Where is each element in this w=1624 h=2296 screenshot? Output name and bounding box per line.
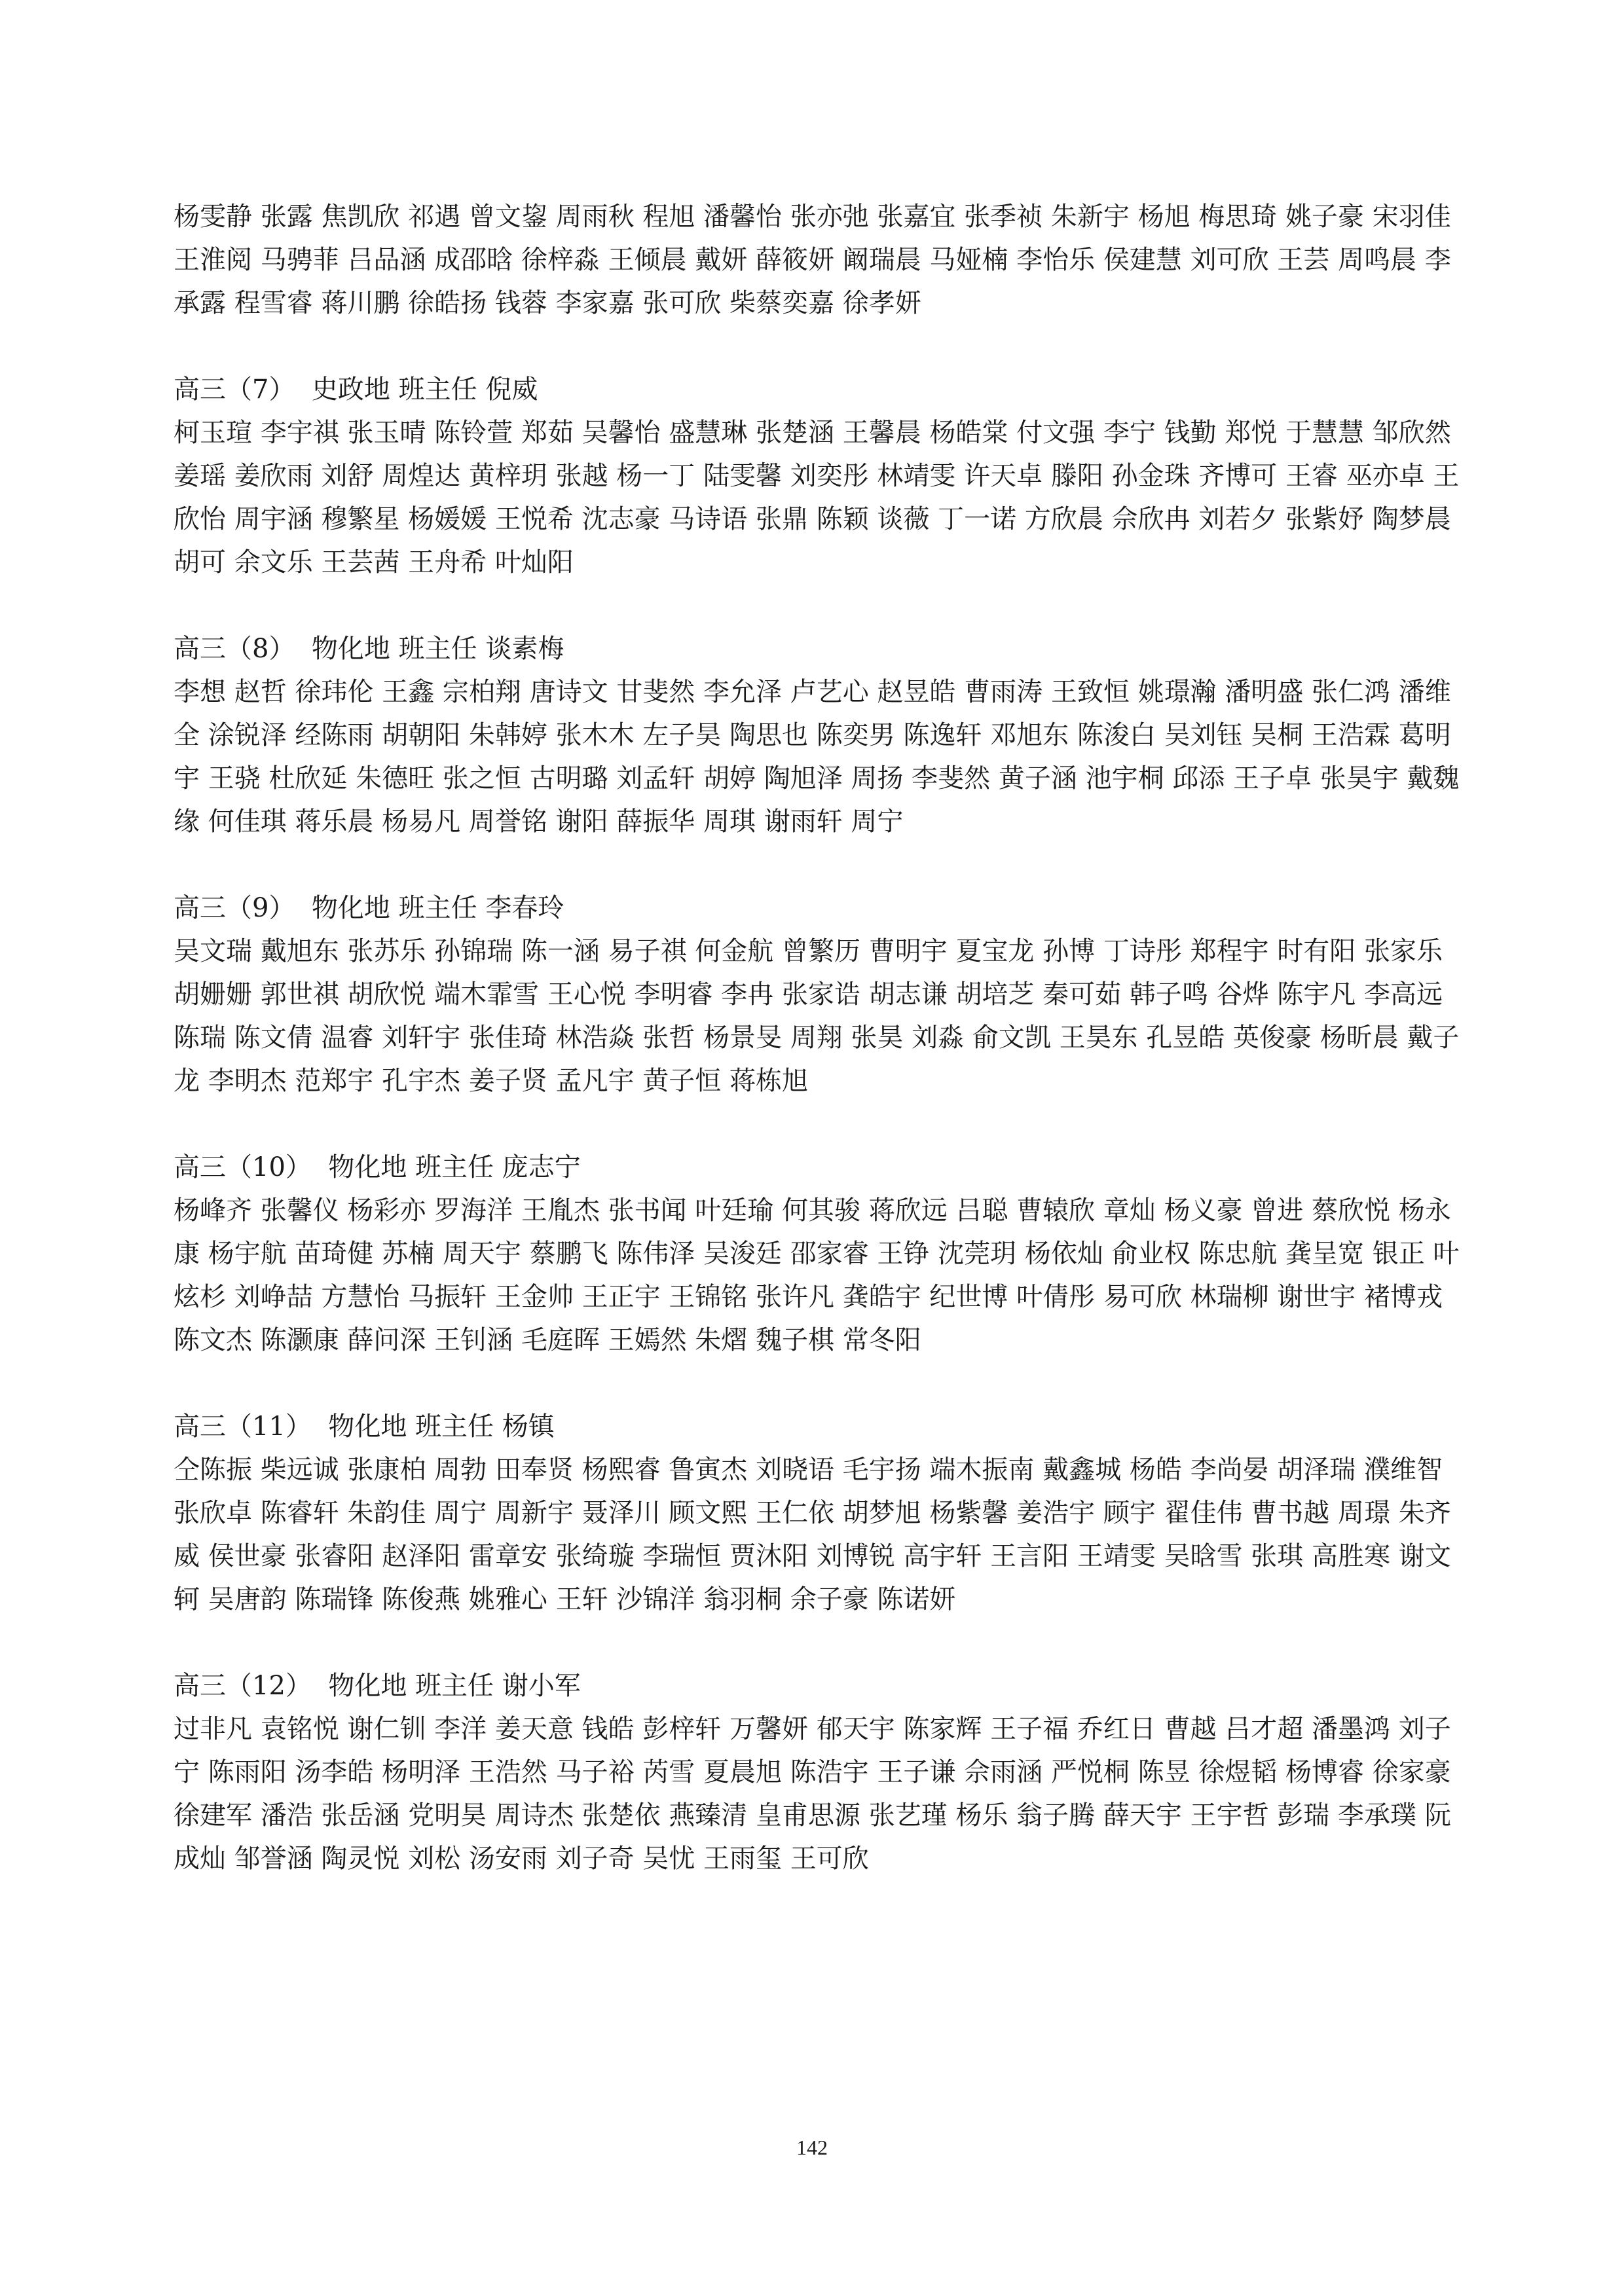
- class-subjects: 物化地: [328, 1412, 407, 1442]
- teacher-name: 杨镇: [502, 1412, 555, 1442]
- class-name: 高三（10）: [174, 1152, 312, 1182]
- teacher-label: 班主任: [398, 893, 477, 923]
- student-name-list: 柯玉瑄 李宇祺 张玉晴 陈铃萱 郑茹 吴馨怡 盛慧琳 张楚涵 王馨晨 杨皓棠 付文强 李宁 钱勤 郑悦 于慧慧 邹欣然 姜瑶 姜欣雨 刘舒 周煌达 黄梓玥 张越 杨一丁 陆雯馨 刘奕彤 林靖雯 许天卓 滕阳 孙金珠 齐博可 王睿 巫亦卓 王欣怡 周宇涵 穆繁星 杨媛媛 王悦希 沈志豪 马诗语 张鼎 陈颖 谈薇 丁一诺 方欣晨 佘欣冉 刘若夕 张紫妤 陶梦晨 胡可 余文乐 王芸茜 王舟希 叶灿阳: [174, 418, 1460, 577]
- class-subjects: 物化地: [328, 1152, 407, 1182]
- continued-name-list: 杨雯静 张露 焦凯欣 祁遇 曾文鋆 周雨秋 程旭 潘馨怡 张亦弛 张嘉宜 张季祯 朱新宇 杨旭 梅思琦 姚子豪 宋羽佳 王淮阅 马骋菲 吕品涵 成邵晗 徐梓淼 王倾晨 戴妍 薛筱妍 阚瑞晨 马娅楠 李怡乐 侯建慧 刘可欣 王芸 周鸣晨 李承露 程雪睿 蒋川鹏 徐皓扬 钱蓉 李家嘉 张可欣 柴蔡奕嘉 徐孝妍: [174, 202, 1451, 318]
- class-name: 高三（9）: [174, 893, 295, 923]
- class-block-10: [174, 1146, 1467, 1362]
- class-block-9: [174, 886, 1467, 1102]
- class-name: 高三（11）: [174, 1412, 312, 1442]
- class-subjects: 物化地: [311, 634, 390, 664]
- class-header: [174, 1146, 1467, 1189]
- teacher-label: 班主任: [415, 1152, 494, 1182]
- teacher-label: 班主任: [398, 374, 477, 405]
- teacher-label: 班主任: [398, 634, 477, 664]
- student-name-list: 过非凡 袁铭悦 谢仁钏 李洋 姜天意 钱皓 彭梓轩 万馨妍 郁天宇 陈家辉 王子福 乔红日 曹越 吕才超 潘墨鸿 刘子宁 陈雨阳 汤李皓 杨明泽 王浩然 马子裕 芮雪 夏晨旭 陈浩宇 王子谦 佘雨涵 严悦桐 陈昱 徐煜韬 杨博睿 徐家豪 徐建军 潘浩 张岳涵 党明昊 周诗杰 张楚依 燕臻清 皇甫思源 张艺瑾 杨乐 翁子腾 薛天宇 王宇哲 彭瑞 李承璞 阮成灿 邹誉涵 陶灵悦 刘松 汤安雨 刘子奇 吴忧 王雨玺 王可欣: [174, 1714, 1451, 1874]
- class-name: 高三（7）: [174, 374, 295, 405]
- class-header: [174, 1405, 1467, 1448]
- student-name-list: 吴文瑞 戴旭东 张苏乐 孙锦瑞 陈一涵 易子祺 何金航 曾繁历 曹明宇 夏宝龙 孙博 丁诗彤 郑程宇 时有阳 张家乐 胡姗姗 郭世祺 胡欣悦 端木霏雪 王心悦 李明睿 李冉 张家诰 胡志谦 胡培芝 秦可茹 韩子鸣 谷烨 陈宇凡 李高远 陈瑞 陈文倩 温睿 刘轩宇 张佳琦 林浩焱 张哲 杨景旻 周翔 张昊 刘淼 俞文凯 王昊东 孔昱皓 英俊豪 杨昕晨 戴子龙 李明杰 范郑宇 孔宇杰 姜子贤 孟凡宇 黄子恒 蒋栋旭: [174, 936, 1460, 1096]
- class-header: [174, 886, 1467, 930]
- class-block-8: [174, 627, 1467, 843]
- teacher-name: 谢小军: [502, 1671, 581, 1701]
- class-header: [174, 1664, 1467, 1707]
- class-header: [174, 627, 1467, 670]
- page-number: 142: [796, 2136, 828, 2159]
- class-name: 高三（12）: [174, 1671, 312, 1701]
- teacher-label: 班主任: [415, 1412, 494, 1442]
- class-subjects: 史政地: [311, 374, 390, 405]
- class-block-11: [174, 1405, 1467, 1621]
- student-name-list: 李想 赵哲 徐玮伦 王鑫 宗柏翔 唐诗文 甘斐然 李允泽 卢艺心 赵昱皓 曹雨涛 王致恒 姚璟瀚 潘明盛 张仁鸿 潘维全 涂锐泽 经陈雨 胡朝阳 朱韩婷 张木木 左子昊 陶思也 陈奕男 陈逸轩 邓旭东 陈浚白 吴刘钰 吴桐 王浩霖 葛明宇 王骁 杜欣延 朱德旺 张之恒 古明璐 刘孟轩 胡婷 陶旭泽 周扬 李斐然 黄子涵 池宇桐 邱添 王子卓 张昊宇 戴魏缘 何佳琪 蒋乐晨 杨易凡 周誉铭 谢阳 薛振华 周琪 谢雨轩 周宁: [174, 677, 1460, 837]
- student-name-list: 杨峰齐 张馨仪 杨彩亦 罗海洋 王胤杰 张书闻 叶廷瑜 何其骏 蒋欣远 吕聪 曹辕欣 章灿 杨义豪 曾进 蔡欣悦 杨永康 杨宇航 苗琦健 苏楠 周天宇 蔡鹏飞 陈伟泽 吴浚廷 邵家睿 王铮 沈莞玥 杨依灿 俞业权 陈忠航 龚呈宽 银正 叶炫杉 刘峥喆 方慧怡 马振轩 王金帅 王正宇 王锦铭 张许凡 龚皓宇 纪世博 叶倩彤 易可欣 林瑞柳 谢世宇 褚博戎 陈文杰 陈灏康 薛问深 王钊涵 毛庭晖 王嫣然 朱熠 魏子棋 常冬阳: [174, 1195, 1460, 1355]
- class-subjects: 物化地: [328, 1671, 407, 1701]
- teacher-name: 倪威: [485, 374, 538, 405]
- teacher-name: 庞志宁: [502, 1152, 581, 1182]
- teacher-name: 谈素梅: [485, 634, 564, 664]
- teacher-name: 李春玲: [485, 893, 564, 923]
- class-block-12: [174, 1664, 1467, 1880]
- page-content: [174, 195, 1467, 1880]
- class-header: [174, 368, 1467, 411]
- class-name: 高三（8）: [174, 634, 295, 664]
- student-name-list: 仝陈振 柴远诚 张康柏 周勃 田奉贤 杨熙睿 鲁寅杰 刘晓语 毛宇扬 端木振南 戴鑫城 杨皓 李尚晏 胡泽瑞 濮维智 张欣卓 陈睿轩 朱韵佳 周宁 周新宇 聂泽川 顾文熙 王仁依 胡梦旭 杨紫馨 姜浩宇 顾宇 翟佳伟 曹书越 周璟 朱齐威 侯世豪 张睿阳 赵泽阳 雷章安 张绮璇 李瑞恒 贾沐阳 刘博锐 高宇轩 王言阳 王靖雯 吴晗雪 张琪 高胜寒 谢文轲 吴唐韵 陈瑞锋 陈俊燕 姚雅心 王轩 沙锦洋 翁羽桐 余子豪 陈诺妍: [174, 1455, 1451, 1614]
- class-block-7: [174, 368, 1467, 584]
- class-subjects: 物化地: [311, 893, 390, 923]
- teacher-label: 班主任: [415, 1671, 494, 1701]
